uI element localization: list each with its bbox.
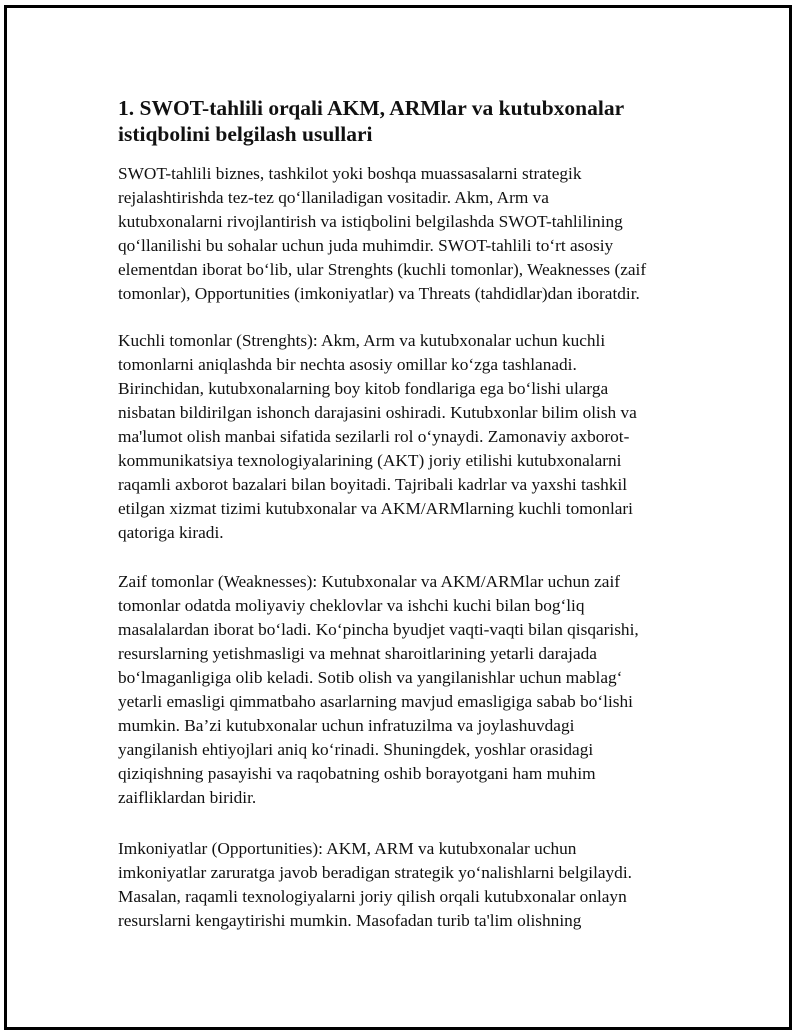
paragraph-opportunities-line: imkoniyatlar zaruratga javob beradigan strategik yo‘nalishlarni belgilaydi. [118, 863, 632, 882]
section-title-line-1: 1. SWOT-tahlili orqali AKM, ARMlar va kutubxonalar [118, 96, 625, 120]
paragraph-intro-line: tomonlar), Opportunities (imkoniyatlar) va Threats (tahdidlar)dan iboratdir. [118, 284, 640, 303]
paragraph-intro-line: kutubxonalarni rivojlantirish va istiqbolini belgilashda SWOT-tahlilining [118, 212, 623, 231]
paragraph-weaknesses-line: yangilanish ehtiyojlari aniq ko‘rinadi. Shuningdek, yoshlar orasidagi [118, 740, 594, 759]
paragraph-intro-line: qo‘llanilishi bu sohalar uchun juda muhimdir. SWOT-tahlili to‘rt asosiy [118, 236, 614, 255]
paragraph-intro-line: rejalashtirishda tez-tez qo‘llaniladigan vositadir. Akm, Arm va [118, 188, 549, 207]
paragraph-strengths-line: qatoriga kiradi. [118, 523, 224, 542]
paragraph-weaknesses-line: tomonlar odatda moliyaviy cheklovlar va ishchi kuchi bilan bog‘liq [118, 596, 585, 615]
paragraph-weaknesses-line: bo‘lmaganligiga olib keladi. Sotib olish va yangilanishlar uchun mablag‘ [118, 668, 623, 687]
paragraph-strengths-line: nisbatan bildirilgan ishonch darajasini oshiradi. Kutubxonlar bilim olish va [118, 403, 637, 422]
paragraph-strengths-line: Birinchidan, kutubxonalarning boy kitob fondlariga ega bo‘lishi ularga [118, 379, 609, 398]
paragraph-intro-line: elementdan iborat bo‘lib, ular Strenghts (kuchli tomonlar), Weaknesses (zaif [118, 260, 647, 279]
paragraph-opportunities-line: Masalan, raqamli texnologiyalarni joriy qilish orqali kutubxonalar onlayn [118, 887, 627, 906]
paragraph-strengths-line: etilgan xizmat tizimi kutubxonalar va AKM/ARMlarning kuchli tomonlari [118, 499, 633, 518]
paragraph-strengths-line: kommunikatsiya texnologiyalarining (AKT) joriy etilishi kutubxonalarni [118, 451, 622, 470]
paragraph-strengths-line: raqamli axborot bazalari bilan boyitadi. Tajribali kadrlar va yaxshi tashkil [118, 475, 628, 494]
paragraph-strengths-line: ma'lumot olish manbai sifatida sezilarli rol o‘ynaydi. Zamonaviy axborot- [118, 427, 630, 446]
section-title-line-2: istiqbolini belgilash usullari [118, 122, 373, 146]
paragraph-weaknesses-line: resurslarning yetishmasligi va mehnat sharoitlarining yetarli darajada [118, 644, 597, 663]
paragraph-strengths-line: tomonlarni aniqlashda bir nechta asosiy omillar ko‘zga tashlanadi. [118, 355, 577, 374]
paragraph-weaknesses-line: masalalardan iborat bo‘ladi. Ko‘pincha byudjet vaqti-vaqti bilan qisqarishi, [118, 620, 639, 639]
paragraph-opportunities-line: resurslarni kengaytirishi mumkin. Masofadan turib ta'lim olishning [118, 911, 582, 930]
paragraph-opportunities-line: Imkoniyatlar (Opportunities): AKM, ARM va kutubxonalar uchun [118, 839, 577, 858]
paragraph-weaknesses-line: yetarli emasligi qimmatbaho asarlarning mavjud emasligiga sabab bo‘lishi [118, 692, 633, 711]
paragraph-intro-line: SWOT-tahlili biznes, tashkilot yoki boshqa muassasalarni strategik [118, 164, 582, 183]
paragraph-weaknesses-line: Zaif tomonlar (Weaknesses): Kutubxonalar va AKM/ARMlar uchun zaif [118, 572, 621, 591]
paragraph-strengths-line: Kuchli tomonlar (Strenghts): Akm, Arm va kutubxonalar uchun kuchli [118, 331, 606, 350]
paragraph-weaknesses-line: mumkin. Ba’zi kutubxonalar uchun infratuzilma va joylashuvdagi [118, 716, 575, 735]
paragraph-weaknesses-line: qiziqishning pasayishi va raqobatning oshib borayotgani ham muhim [118, 764, 596, 783]
paragraph-weaknesses-line: zaifliklardan biridir. [118, 788, 257, 807]
